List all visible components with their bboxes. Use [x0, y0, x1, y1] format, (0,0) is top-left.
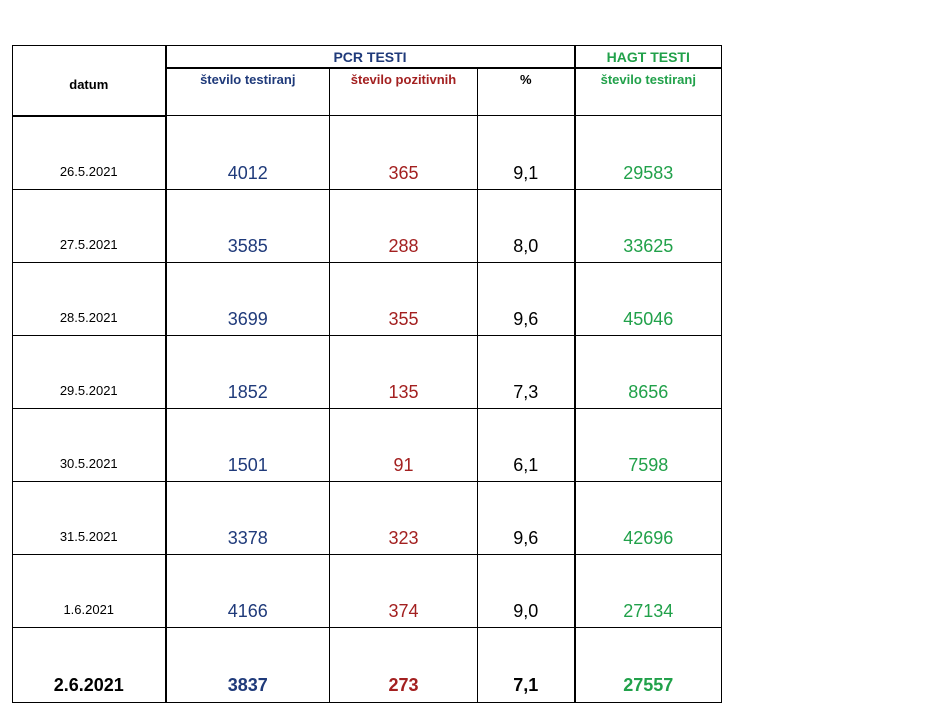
table-row	[13, 554, 722, 627]
table-row	[13, 335, 722, 408]
header-positives-count: število pozitivnih	[330, 68, 478, 116]
cell-positives: 365	[330, 116, 478, 190]
cell-positives: 323	[330, 481, 478, 554]
cell-date: 2.6.2021	[13, 627, 166, 702]
cell-date: 28.5.2021	[13, 262, 166, 335]
cell-hagt: 45046	[575, 262, 722, 335]
table-row	[13, 408, 722, 481]
cell-tests: 4166	[166, 554, 330, 627]
cell-hagt: 29583	[575, 116, 722, 190]
cell-date: 31.5.2021	[13, 481, 166, 554]
cell-percent: 7,1	[478, 627, 575, 702]
cell-tests: 3585	[166, 189, 330, 262]
cell-positives: 135	[330, 335, 478, 408]
testing-table	[12, 45, 722, 703]
header-date: datum	[13, 46, 166, 116]
cell-tests: 1852	[166, 335, 330, 408]
cell-percent: 9,6	[478, 262, 575, 335]
cell-hagt: 42696	[575, 481, 722, 554]
table-row	[13, 627, 722, 702]
cell-hagt: 27557	[575, 627, 722, 702]
header-percent: %	[478, 68, 575, 116]
cell-positives: 355	[330, 262, 478, 335]
cell-tests: 4012	[166, 116, 330, 190]
table-row	[13, 116, 722, 190]
cell-tests: 3699	[166, 262, 330, 335]
cell-date: 27.5.2021	[13, 189, 166, 262]
cell-tests: 3378	[166, 481, 330, 554]
cell-percent: 6,1	[478, 408, 575, 481]
cell-positives: 91	[330, 408, 478, 481]
cell-positives: 288	[330, 189, 478, 262]
cell-positives: 374	[330, 554, 478, 627]
cell-date: 1.6.2021	[13, 554, 166, 627]
cell-hagt: 33625	[575, 189, 722, 262]
cell-hagt: 8656	[575, 335, 722, 408]
table-row	[13, 262, 722, 335]
table-body	[13, 116, 722, 703]
cell-hagt: 27134	[575, 554, 722, 627]
table-row	[13, 481, 722, 554]
header-hagt-group: HAGT TESTI	[575, 46, 722, 69]
header-tests-count: število testiranj	[166, 68, 330, 116]
cell-positives: 273	[330, 627, 478, 702]
cell-percent: 9,1	[478, 116, 575, 190]
cell-tests: 3837	[166, 627, 330, 702]
cell-date: 29.5.2021	[13, 335, 166, 408]
header-pcr-group: PCR TESTI	[166, 46, 575, 69]
cell-percent: 7,3	[478, 335, 575, 408]
table-header	[13, 46, 722, 116]
cell-percent: 9,0	[478, 554, 575, 627]
testing-table-sheet	[12, 45, 721, 695]
cell-percent: 9,6	[478, 481, 575, 554]
cell-date: 26.5.2021	[13, 116, 166, 190]
cell-tests: 1501	[166, 408, 330, 481]
cell-date: 30.5.2021	[13, 408, 166, 481]
header-hagt-tests-count: število testiranj	[575, 68, 722, 116]
cell-percent: 8,0	[478, 189, 575, 262]
table-row	[13, 189, 722, 262]
cell-hagt: 7598	[575, 408, 722, 481]
